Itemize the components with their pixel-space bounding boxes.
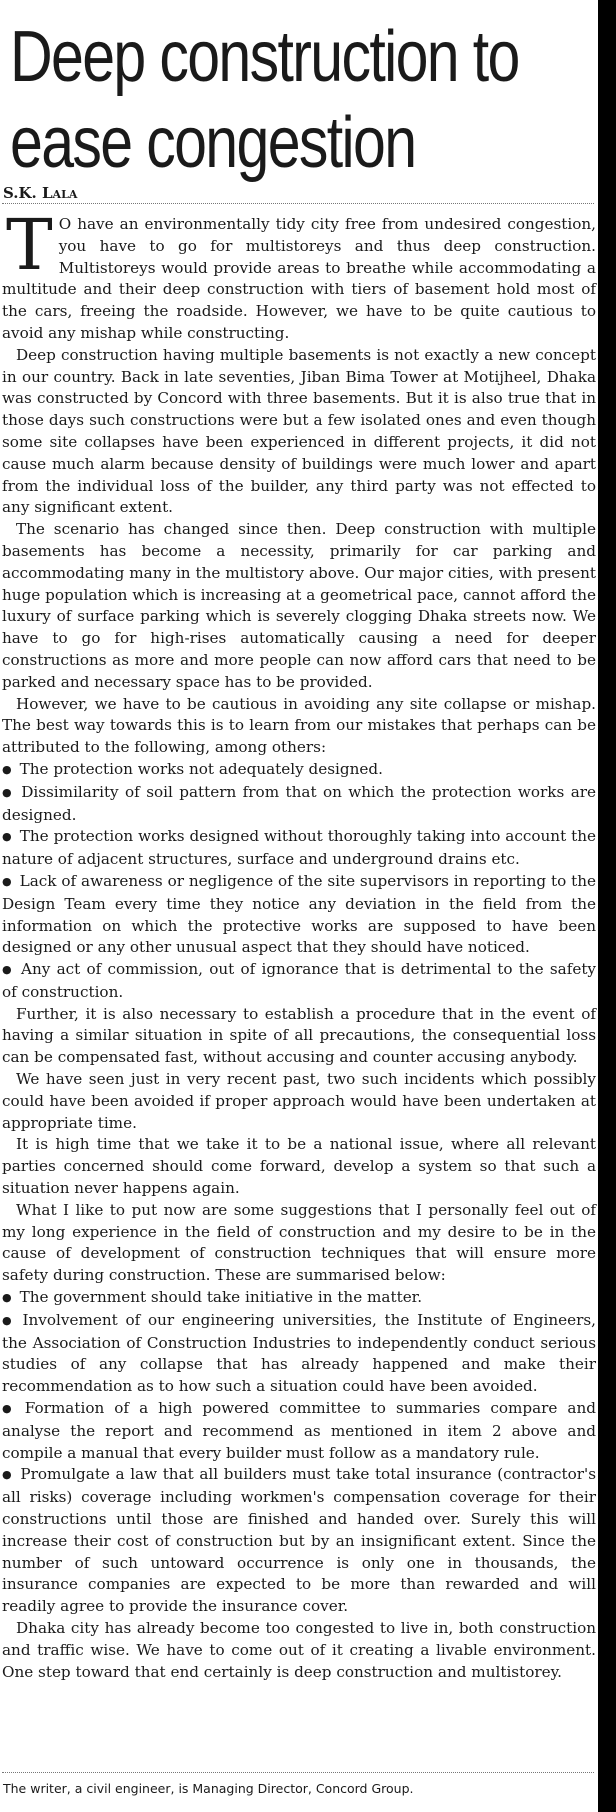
article-body [2, 204, 597, 1683]
paragraph: However, we have to be cautious in avoiding any site collapse or mishap. The best way towards this is to learn from our mistakes that perhaps can be attributed to the following, among others: [2, 694, 596, 757]
paragraph: Deep construction having multiple basements is not exactly a new concept in our country. Back in late seventies, Jiban Bima Tower at Motijheel, Dhaka was constructed by Concord with three basements. But it is also true that in those days such constructions were but a few isolated ones and even though some site collapses have been experienced in different projects, it did not cause much alarm because density of buildings were much lower and apart from the individual loss of the builder, any third party was not effected to any significant extent. [2, 345, 596, 517]
paragraph: What I like to put now are some suggestions that I personally feel out of my long experience in the field of construction and my desire to be in the cause of development of construction techniques that will ensure more safety during construction. These are summarised below: [2, 1200, 596, 1285]
bullet-item: ● Lack of awareness or negligence of the site supervisors in reporting to the Design Team every time they notice any deviation in the field from the information on which the protective works are supposed to have been designed or any other unusual aspect that they should have noticed. [2, 871, 596, 959]
headline-line-2: ease congestion [10, 103, 416, 183]
footer-divider [2, 1772, 594, 1773]
paragraph: Further, it is also necessary to establish a procedure that in the event of having a similar situation in spite of all precautions, the consequential loss can be compensated fast, without accusing and counter accusing anybody. [2, 1004, 596, 1067]
bullet-item: ● Promulgate a law that all builders must take total insurance (contractor's all risks) coverage including workmen's compensation coverage for their constructions until those are finished and handed over. Surely this will increase their cost of construction but by an insignificant extent. Since the number of such untoward occurrence is only one in thousands, the insurance companies are expected to be more than rewarded and will readily agree to provide the insurance cover. [2, 1464, 596, 1618]
paragraph: The scenario has changed since then. Deep construction with multiple basements has become a necessity, primarily for car parking and accommodating many in the multistory above. Our major cities, with present huge population which is increasing at a geometrical pace, cannot afford the luxury of surface parking which is severely clogging Dhaka streets now. We have to go for high-rises automatically causing a need for deeper constructions as more and more people can now afford cars that need to be parked and necessary space has to be provided. [2, 520, 596, 691]
headline-line-1: Deep construction to [10, 17, 519, 97]
bullet-item: ● Involvement of our engineering universities, the Institute of Engineers, the Association of Construction Industries to independently conduct serious studies of any collapse that has already happened and make their recommendation as to how such a situation could have been avoided. [2, 1310, 596, 1398]
bullet-item: ● The protection works not adequately designed. [2, 759, 596, 782]
bullet-item: ● Formation of a high powered committee to summaries compare and analyse the report and recommend as mentioned in item 2 above and compile a manual that every builder must follow as a mandatory rule. [2, 1398, 596, 1464]
bullet-item: ● The government should take initiative in the matter. [2, 1287, 596, 1310]
paragraph [2, 204, 596, 345]
paragraph: It is high time that we take it to be a national issue, where all relevant parties concerned should come forward, develop a system so that such a situation never happens again. [2, 1135, 596, 1198]
byline-divider [2, 203, 594, 204]
author-note: The writer, a civil engineer, is Managing Director, Concord Group. [3, 1781, 414, 1796]
paragraph-text: O have an environmentally tidy city free from undesired congestion, you have to go for multistoreys and thus deep construction. Multistoreys would provide areas to breathe while accommodating a multitude and their deep construction with tiers of basement hold most of the cars, freeing the roadside. However, we have to be quite cautious to avoid any mishap while constructing. [2, 215, 596, 342]
bullet-item: ● Dissimilarity of soil pattern from that on which the protection works are designed. [2, 782, 596, 827]
dropcap: T [6, 204, 53, 286]
bullet-item: ● The protection works designed without thoroughly taking into account the nature of adjacent structures, surface and underground drains etc. [2, 826, 596, 871]
headline [10, 14, 519, 186]
paragraph: Dhaka city has already become too congested to live in, both construction and traffic wise. We have to come out of it creating a livable environment. One step toward that end certainly is deep construction and multistorey. [2, 1619, 596, 1681]
bullet-item: ● Any act of commission, out of ignorance that is detrimental to the safety of construction. [2, 959, 596, 1004]
byline: S.K. Lala [3, 184, 78, 202]
paragraph: We have seen just in very recent past, two such incidents which possibly could have been avoided if proper approach would have been undertaken at appropriate time. [2, 1070, 596, 1132]
